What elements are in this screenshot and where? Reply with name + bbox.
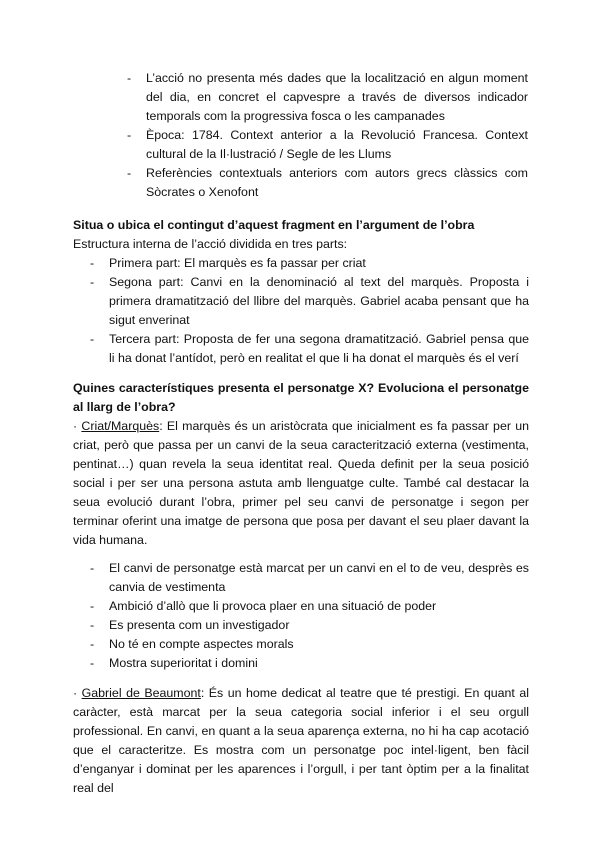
bullet-dot: · [73,419,82,433]
character-paragraph-gabriel [73,684,529,798]
list-item: - Referències contextuals anteriors com autors grecs clàssics com Sòcrates o Xenofont [146,164,528,202]
list-item: - El canvi de personatge està marcat per un canvi en el to de veu, desprès es canvia de vestimenta [109,559,529,597]
list-item: - Ambició d’allò que li provoca plaer en una situació de poder [109,597,529,616]
structure-list [0,254,600,368]
character-description: : El marquès és un aristòcrata que inicialment es fa passar per un criat, però que passa per un canvi de la seua caracterització externa (vestimenta, pentinat…) quan revela la seua identitat real. Queda definit per la seua posició social i per ser una persona astuta amb llenguatge culte. També cal destacar la seua evolució durant l’obra, primer pel seu canvi de personatge i segon per terminar oferint una imatge de persona que posa per davant el seu plaer davant la vida humana. [73,419,529,547]
context-list [0,69,600,202]
list-item: - Època: 1784. Context anterior a la Revolució Francesa. Context cultural de la Il·lustració / Segle de les Llums [146,126,528,164]
traits-list [0,559,600,673]
character-name: Criat/Marquès [81,419,160,433]
section-heading-2: Quines característiques presenta el personatge X? Evoluciona el personatge al llarg de l’obra? [73,381,529,414]
list-item: - Tercera part: Proposta de fer una segona dramatització. Gabriel pensa que li ha donat l’antídot, però en realitat el que li ha donat el marquès és el verí [109,330,529,368]
character-paragraph-marques [73,417,529,550]
list-item: - No té en compte aspectes morals [109,635,529,654]
bullet-dot: · [73,686,82,700]
section-heading-1: Situa o ubica el contingut d’aquest fragment en l’argument de l’obra [73,218,475,232]
character-description: : És un home dedicat al teatre que té prestigi. En quant al caràcter, està marcat per la seua categoria social inferior i el seu orgull professional. En canvi, en quant a la seua aparença externa, no hi ha cap acotació que el caracteritze. Es mostra com un personatge poc intel·ligent, ben fàcil d’enganyar i dominat per les aparences i l’orgull, i per tant òptim per a la finalitat real del [73,686,529,795]
list-item: - Es presenta com un investigador [109,616,529,635]
list-item: - Mostra superioritat i domini [109,654,529,673]
list-item: - Primera part: El marquès es fa passar per criat [109,254,529,273]
section-intro: Estructura interna de l’acció dividida en tres parts: [73,237,348,251]
list-item: - Segona part: Canvi en la denominació al text del marquès. Proposta i primera dramatització del llibre del marquès. Gabriel acaba pensant que ha sigut enverinat [109,273,529,330]
character-name: Gabriel de Beaumont [81,686,201,700]
list-item: - L’acció no presenta més dades que la localització en algun moment del dia, en concret el capvespre a través de diversos indicador temporals com la progressiva fosca o les campanades [146,69,528,126]
